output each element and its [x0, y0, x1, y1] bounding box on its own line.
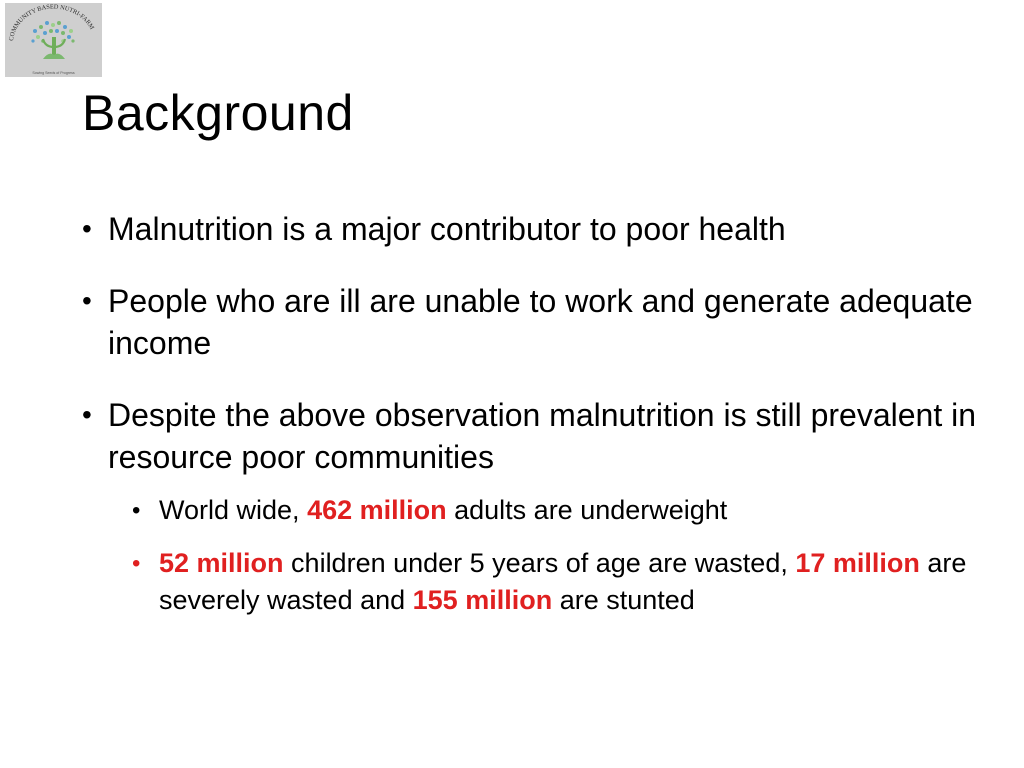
highlight-figure: 462 million: [307, 495, 447, 525]
logo-arc-text: COMMUNITY BASED NUTRI-FARM: [8, 3, 96, 42]
sub-bullet-dot-icon: •: [132, 497, 141, 524]
bullet-item: [82, 394, 982, 478]
highlight-figure: 155 million: [412, 585, 553, 615]
logo: [5, 3, 102, 77]
bullet-item: [82, 208, 982, 250]
text-segment: are severely wasted and: [159, 548, 967, 615]
bullet-item: [82, 280, 982, 364]
sub-bullet-item: [132, 492, 982, 529]
sub-bullet-text: [159, 495, 727, 525]
highlight-figure: 52 million: [159, 548, 284, 578]
bullet-text: People who are ill are unable to work and generate adequate income: [108, 283, 973, 361]
bullet-dot-icon: •: [82, 213, 92, 244]
sub-bullet-text: [159, 548, 966, 615]
bullet-dot-icon: •: [82, 399, 92, 430]
highlight-figure: 17 million: [795, 548, 920, 578]
text-segment: children under 5 years of age are wasted,: [283, 548, 796, 578]
text-segment: adults are underweight: [446, 495, 728, 525]
sub-bullet-item: [132, 545, 982, 619]
tree-hands-logo-icon: [5, 3, 102, 77]
bullet-text: Malnutrition is a major contributor to poor health: [108, 211, 786, 247]
logo-tagline: Sowing Seeds of Progress: [32, 71, 75, 75]
text-segment: are stunted: [552, 585, 695, 615]
bullet-dot-icon: •: [82, 285, 92, 316]
sub-bullet-dot-icon: •: [132, 550, 141, 577]
slide-body: [82, 208, 982, 635]
slide-title: Background: [82, 85, 354, 141]
text-segment: World wide,: [159, 495, 308, 525]
bullet-text: Despite the above observation malnutrition is still prevalent in resource poor communities: [108, 397, 977, 475]
